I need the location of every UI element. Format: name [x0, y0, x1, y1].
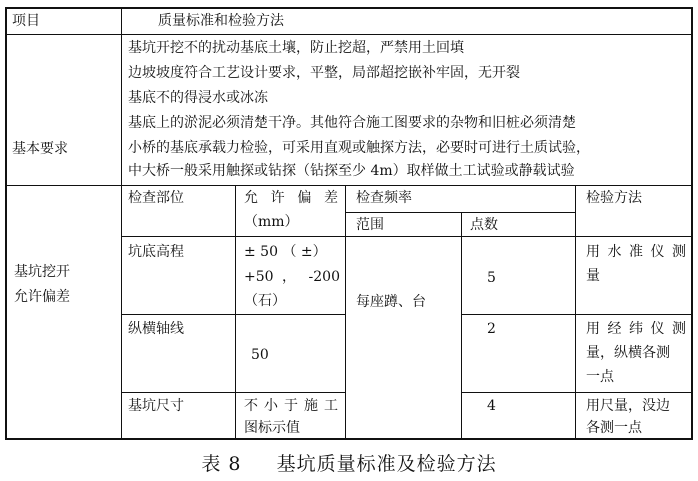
- row-part: 纵横轴线: [128, 321, 184, 337]
- row-deviation: +50 ， -200: [244, 269, 340, 285]
- row-deviation: （石）: [244, 293, 286, 309]
- row-method: 量: [586, 268, 600, 284]
- col-points-header: 点数: [470, 217, 498, 233]
- row-deviation: ± 50 （ ±）: [244, 244, 327, 260]
- basic-line: 中大桥一般采用触探或钻探（钻探至少 4m）取样做土工试验或静载试验: [128, 163, 575, 179]
- basic-line: 基坑开挖不的扰动基底土壤，防止挖超，严禁用土回填: [128, 40, 464, 56]
- col-dev-unit: （mm）: [244, 214, 299, 230]
- tolerance-label-line2: 允许偏差: [14, 289, 70, 305]
- rule-subhead-bottom: [121, 236, 693, 237]
- header-item: 项目: [12, 13, 40, 29]
- basic-label: 基本要求: [12, 141, 68, 157]
- row-method: 量，纵横各测: [586, 345, 670, 361]
- rule-col-dev: [345, 185, 346, 440]
- row-points: 2: [487, 321, 496, 337]
- row-deviation: 50: [251, 347, 269, 363]
- rule-col-points: [575, 185, 576, 440]
- header-standard: 质量标准和检验方法: [158, 13, 284, 29]
- row-points: 5: [487, 270, 496, 286]
- row-method: 用 水 准 仪 测: [586, 244, 686, 260]
- row-method: 一点: [586, 369, 614, 385]
- rule-header-bottom: [5, 34, 693, 35]
- rule-subhead-mid: [345, 212, 575, 213]
- row-method: 用尺量，没边: [586, 398, 670, 414]
- rule-col-range: [461, 212, 462, 440]
- row-method: 各测一点: [586, 420, 642, 436]
- row-part: 基坑尺寸: [128, 398, 184, 414]
- rule-col-label: [121, 7, 122, 440]
- col-method-header: 检验方法: [586, 190, 642, 206]
- tolerance-label-line1: 基坑挖开: [14, 264, 70, 280]
- basic-line: 基底不的得浸水或冰冻: [128, 90, 268, 106]
- shared-range: 每座蹲、台: [356, 294, 426, 310]
- col-freq-header: 检查频率: [356, 190, 412, 206]
- rule-row2-bottom: [121, 392, 346, 393]
- col-range-header: 范围: [356, 217, 384, 233]
- basic-line: 基底上的淤泥必须清楚干净。其他符合施工图要求的杂物和旧桩必须清楚: [128, 115, 576, 131]
- row-deviation: 图标示值: [244, 420, 300, 436]
- col-part-header: 检查部位: [128, 190, 184, 206]
- rule-basic-bottom: [5, 185, 693, 186]
- table-caption: 表 8 基坑质量标准及检验方法: [201, 453, 497, 475]
- basic-line: 小桥的基底承载力检验，可采用直观或触探方法，必要时可进行土质试验，: [128, 140, 590, 156]
- col-dev-header: 允 许 偏 差: [244, 190, 338, 206]
- rule-row1-bottom-right: [461, 314, 693, 315]
- rule-row2-bottom-right: [461, 392, 693, 393]
- row-method: 用 经 纬 仪 测: [586, 321, 686, 337]
- rule-col-part: [235, 185, 236, 440]
- rule-row1-bottom: [121, 314, 346, 315]
- row-points: 4: [487, 398, 496, 414]
- row-part: 坑底高程: [128, 244, 184, 260]
- row-deviation: 不小于施工: [244, 398, 338, 414]
- basic-line: 边坡坡度符合工艺设计要求，平整，局部超挖嵌补牢固，无开裂: [128, 65, 520, 81]
